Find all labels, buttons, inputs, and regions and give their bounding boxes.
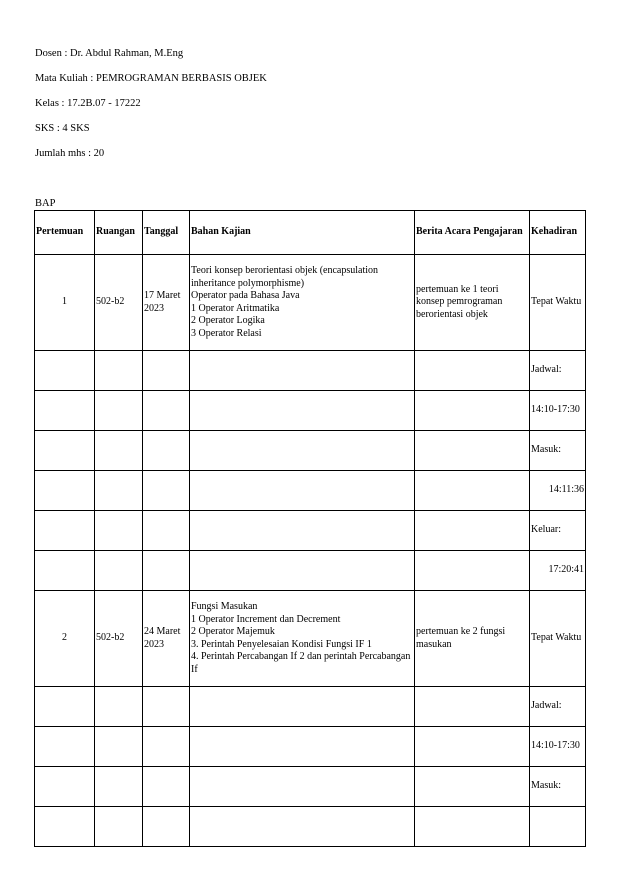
jadwal-label-cell: Jadwal: bbox=[530, 351, 586, 391]
table-header-row bbox=[35, 211, 586, 255]
pertemuan-cell: 1 bbox=[35, 255, 95, 351]
table-row bbox=[35, 687, 586, 727]
masuk-label-cell: Masuk: bbox=[530, 767, 586, 807]
bap-label: BAP bbox=[35, 198, 56, 209]
mata-kuliah-line: Mata Kuliah : PEMROGRAMAN BERBASIS OBJEK bbox=[35, 73, 267, 84]
keluar-label-cell: Keluar: bbox=[530, 511, 586, 551]
berita-acara-cell: pertemuan ke 2 fungsi masukan bbox=[415, 591, 530, 687]
table-row bbox=[35, 391, 586, 431]
tanggal-cell: 17 Maret 2023 bbox=[143, 255, 190, 351]
col-pertemuan: Pertemuan bbox=[35, 211, 95, 255]
tanggal-cell: 24 Maret 2023 bbox=[143, 591, 190, 687]
table-row bbox=[35, 591, 586, 687]
masuk-label-cell: Masuk: bbox=[530, 431, 586, 471]
kelas-line: Kelas : 17.2B.07 - 17222 bbox=[35, 98, 141, 109]
dosen-line: Dosen : Dr. Abdul Rahman, M.Eng bbox=[35, 48, 184, 59]
jadwal-label-cell: Jadwal: bbox=[530, 687, 586, 727]
table-row bbox=[35, 431, 586, 471]
col-tanggal: Tanggal bbox=[143, 211, 190, 255]
jumlah-mhs-line: Jumlah mhs : 20 bbox=[35, 148, 105, 159]
table-row bbox=[35, 511, 586, 551]
col-kehadiran: Kehadiran bbox=[530, 211, 586, 255]
kehadiran-cell: Tepat Waktu bbox=[530, 255, 586, 351]
table-row bbox=[35, 471, 586, 511]
table-row bbox=[35, 727, 586, 767]
table-row bbox=[35, 807, 586, 847]
berita-acara-cell: pertemuan ke 1 teori konsep pemrograman berorientasi objek bbox=[415, 255, 530, 351]
jadwal-value-cell: 14:10-17:30 bbox=[530, 391, 586, 431]
bap-table bbox=[34, 210, 586, 847]
table-row bbox=[35, 351, 586, 391]
col-bahan-kajian: Bahan Kajian bbox=[190, 211, 415, 255]
keluar-value-cell: 17:20:41 bbox=[530, 551, 586, 591]
table-row bbox=[35, 551, 586, 591]
sks-line: SKS : 4 SKS bbox=[35, 123, 90, 134]
masuk-value-cell: 14:11:36 bbox=[530, 471, 586, 511]
col-berita-acara: Berita Acara Pengajaran bbox=[415, 211, 530, 255]
jadwal-value-cell: 14:10-17:30 bbox=[530, 727, 586, 767]
ruangan-cell: 502-b2 bbox=[95, 591, 143, 687]
table-row bbox=[35, 255, 586, 351]
table-row bbox=[35, 767, 586, 807]
col-ruangan: Ruangan bbox=[95, 211, 143, 255]
bahan-kajian-cell: Teori konsep berorientasi objek (encapsulation inheritance polymorphisme) Operator pada Bahasa Java 1 Operator Aritmatika 2 Operator Logika 3 Operator Relasi bbox=[190, 255, 415, 351]
kehadiran-cell: Tepat Waktu bbox=[530, 591, 586, 687]
ruangan-cell: 502-b2 bbox=[95, 255, 143, 351]
bahan-kajian-cell: Fungsi Masukan 1 Operator Increment dan Decrement 2 Operator Majemuk 3. Perintah Penyelesaian Kondisi Fungsi IF 1 4. Perintah Percabangan If 2 dan perintah Percabangan If bbox=[190, 591, 415, 687]
pertemuan-cell: 2 bbox=[35, 591, 95, 687]
